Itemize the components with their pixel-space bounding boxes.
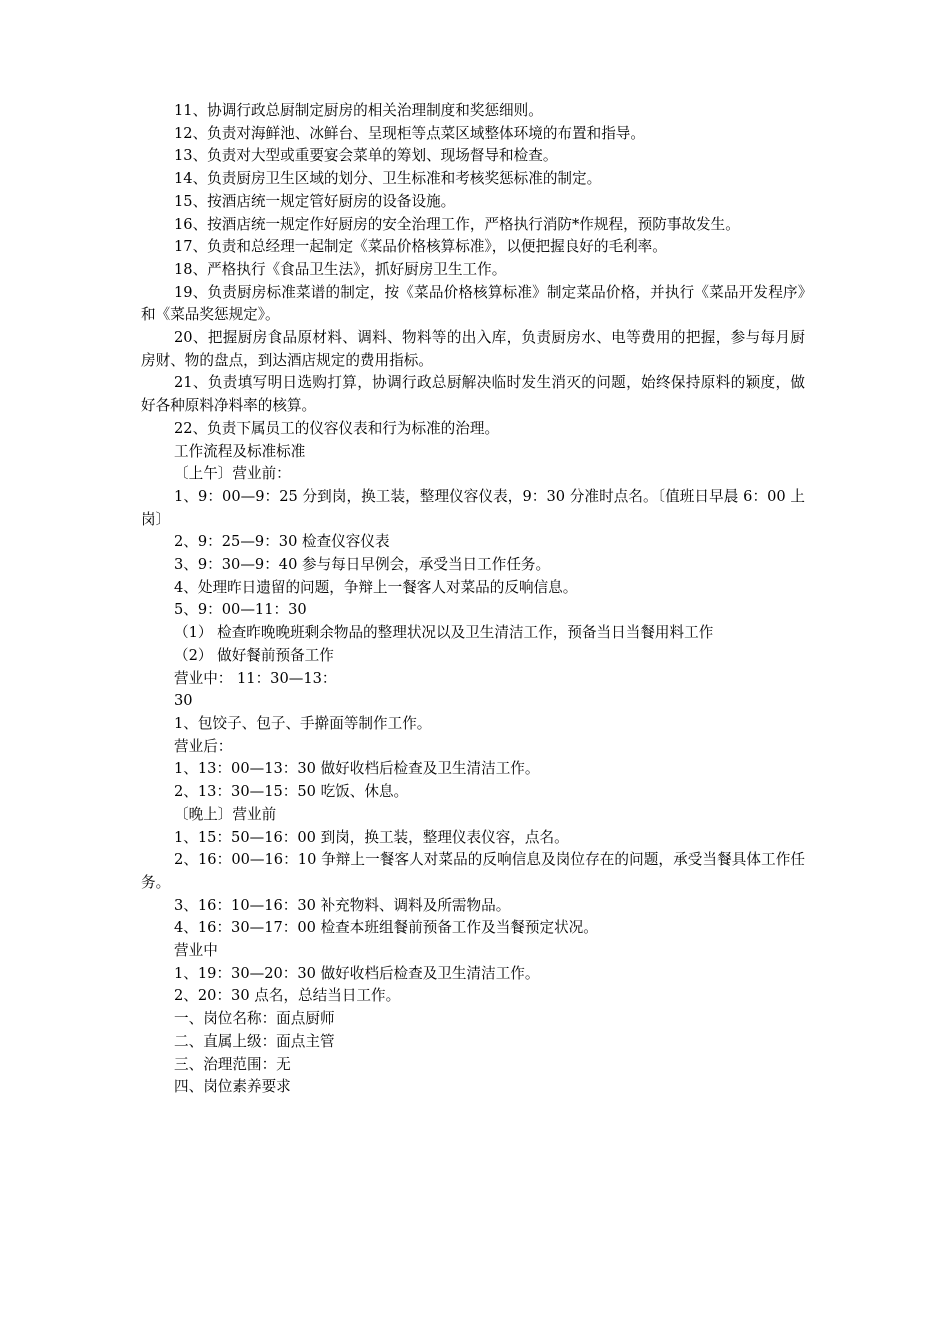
paragraph: 1、15：50—16：00 到岗，换工装，整理仪表仪容，点名。 <box>174 828 569 846</box>
paragraph: 4、16：30—17：00 检查本班组餐前预备工作及当餐预定状况。 <box>174 919 598 937</box>
paragraph: 二、直属上级：面点主管 <box>174 1032 335 1050</box>
paragraph: 16、按酒店统一规定作好厨房的安全治理工作，严格执行消防*作规程，预防事故发生。 <box>174 215 740 233</box>
paragraph: 5、9：00—11：30 <box>174 601 307 619</box>
paragraph: 四、岗位素养要求 <box>174 1078 291 1096</box>
paragraph: 11、协调行政总厨制定厨房的相关治理制度和奖惩细则。 <box>174 102 543 119</box>
paragraph: 20、把握厨房食品原材料、调料、物料等的出入库，负责厨房水、电等费用的把握，参与每月厨房财、物的盘点，到达酒店规定的费用指标。 <box>141 329 805 369</box>
paragraph: 1、19：30—20：30 做好收档后检查及卫生清洁工作。 <box>174 964 540 982</box>
paragraph: （2） 做好餐前预备工作 <box>174 646 334 664</box>
paragraph: （1） 检查昨晚晚班剩余物品的整理状况以及卫生清洁工作，预备当日当餐用料工作 <box>174 624 714 642</box>
paragraph: 3、9：30—9：40 参与每日早例会，承受当日工作任务。 <box>174 556 551 574</box>
subsection-heading: 营业后： <box>174 737 233 755</box>
paragraph: 2、9：25—9：30 检查仪容仪表 <box>174 533 390 551</box>
paragraph: 三、治理范围：无 <box>174 1055 291 1073</box>
paragraph: 18、严格执行《食品卫生法》，抓好厨房卫生工作。 <box>174 260 507 278</box>
paragraph: 19、负责厨房标准菜谱的制定，按《菜品价格核算标准》制定菜品价格，并执行《菜品开发程序》和《菜品奖惩规定》。 <box>141 283 805 324</box>
paragraph: 2、13：30—15：50 吃饭、休息。 <box>174 783 409 801</box>
paragraph: 2、16：00—16：10 争辩上一餐客人对菜品的反响信息及岗位存在的问题，承受当餐具体工作任务。 <box>141 851 805 891</box>
paragraph: 30 <box>174 692 193 710</box>
document-body <box>141 100 805 1099</box>
paragraph: 17、负责和总经理一起制定《菜品价格核算标准》，以便把握良好的毛利率。 <box>174 238 667 256</box>
paragraph: 2、20：30 点名，总结当日工作。 <box>174 987 401 1005</box>
paragraph: 13、负责对大型或重要宴会菜单的筹划、现场督导和检查。 <box>174 147 558 165</box>
paragraph: 12、负责对海鲜池、冰鲜台、呈现柜等点菜区域整体环境的布置和指导。 <box>174 124 645 142</box>
paragraph: 一、岗位名称：面点厨师 <box>174 1010 335 1028</box>
paragraph: 3、16：10—16：30 补充物料、调料及所需物品。 <box>174 896 511 914</box>
paragraph: 14、负责厨房卫生区域的划分、卫生标准和考核奖惩标准的制定。 <box>174 170 602 188</box>
paragraph: 4、处理昨日遗留的问题，争辩上一餐客人对菜品的反响信息。 <box>174 578 578 596</box>
paragraph: 21、负责填写明日选购打算，协调行政总厨解决临时发生消灭的问题，始终保持原料的颖度，做好各种原料净料率的核算。 <box>141 374 805 415</box>
paragraph: 1、包饺子、包子、手擀面等制作工作。 <box>174 714 432 732</box>
section-heading: 工作流程及标准标准 <box>174 442 306 460</box>
paragraph: 1、9：00—9：25 分到岗，换工装，整理仪容仪表，9：30 分准时点名。〔值班日早晨 6：00 上岗〕 <box>141 487 805 528</box>
subsection-heading: 营业中： 11：30—13： <box>174 669 337 687</box>
subsection-heading: 〔上午〕营业前： <box>174 465 291 483</box>
subsection-heading: 营业中 <box>174 942 218 960</box>
paragraph: 15、按酒店统一规定管好厨房的设备设施。 <box>174 192 456 210</box>
paragraph: 1、13：00—13：30 做好收档后检查及卫生清洁工作。 <box>174 760 540 778</box>
subsection-heading: 〔晚上〕营业前 <box>174 805 277 823</box>
paragraph: 22、负责下属员工的仪容仪表和行为标准的治理。 <box>174 419 500 437</box>
